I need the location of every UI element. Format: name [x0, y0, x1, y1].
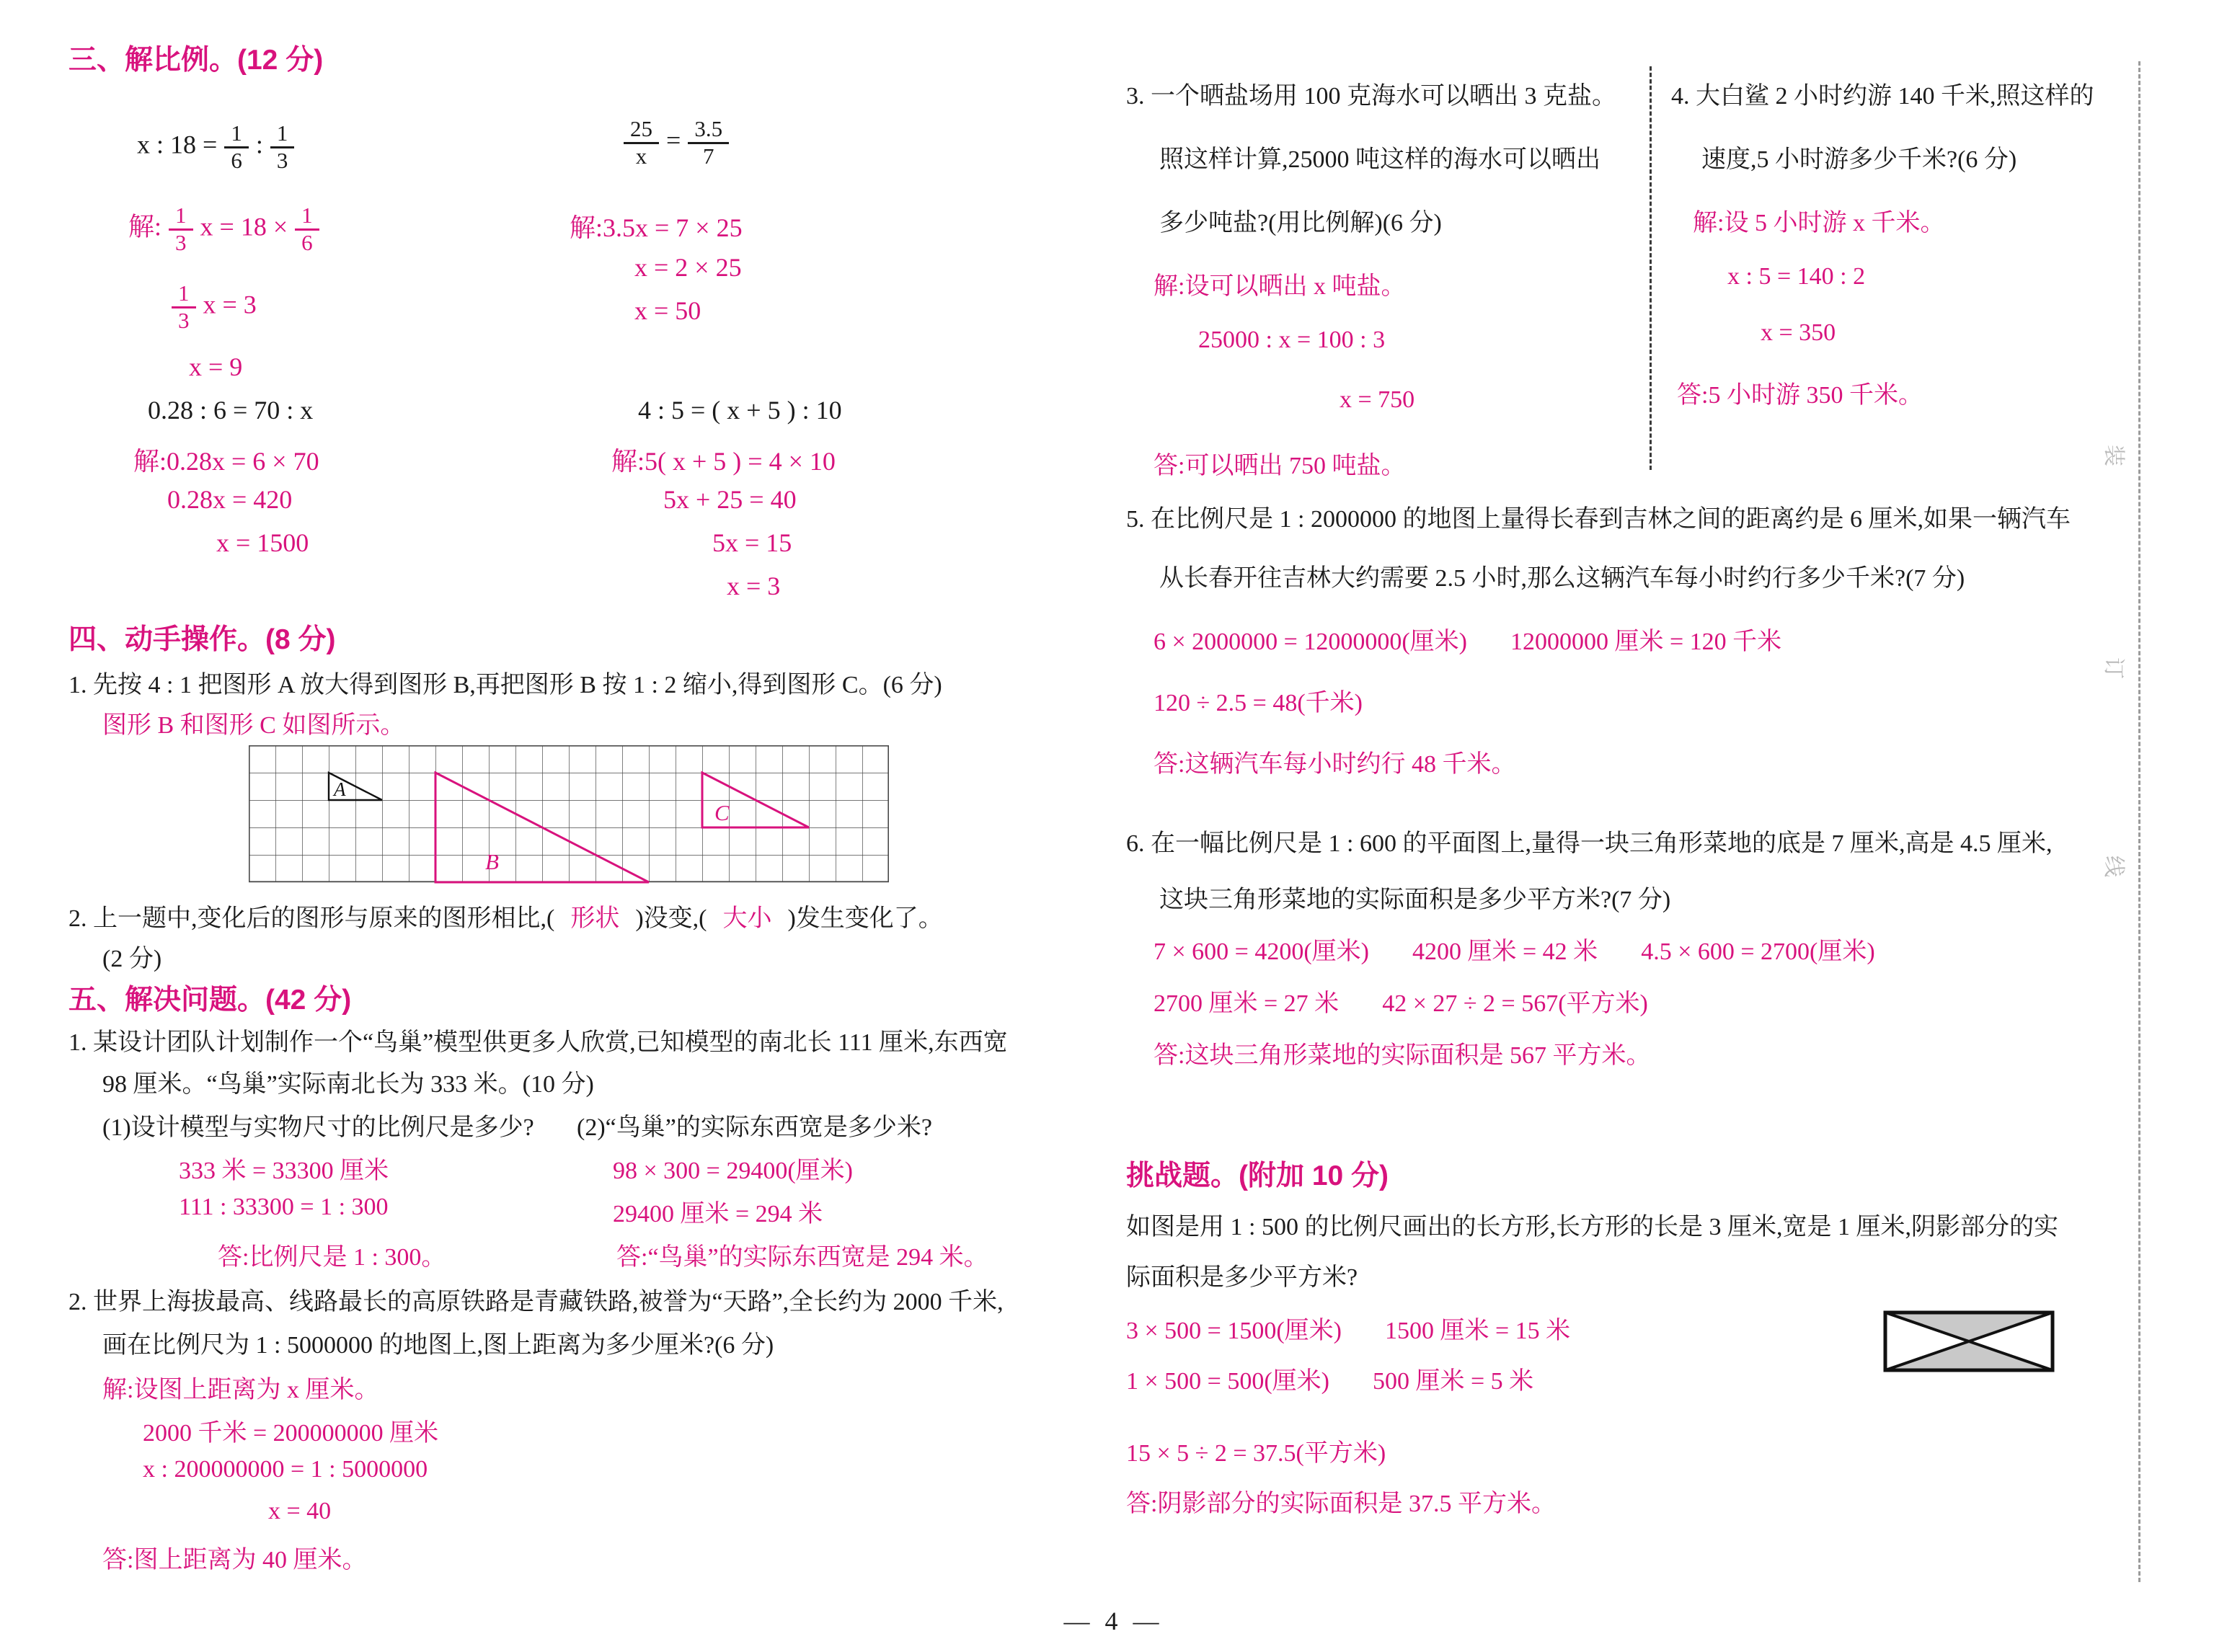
s3-p4-sol-line: 解:5( x + 5 ) = 4 × 10 [611, 447, 836, 476]
section5-title: 五、解决问题。(42 分) [68, 985, 352, 1016]
s5-q2-sol-line: x : 200000000 = 1 : 5000000 [143, 1456, 428, 1483]
s5-q6-sol-part: 7 × 600 = 4200(厘米) [1154, 938, 1369, 965]
challenge-line1: 如图是用 1 : 500 的比例尺画出的长方形,长方形的长是 3 厘米,宽是 1 厘米,阴影部分的实 [1126, 1214, 2058, 1240]
s3-p1-lead: x : 18 = [137, 130, 218, 159]
s5-q4-line2: 速度,5 小时游多少千米?(6 分) [1701, 146, 2017, 173]
binding-line [2138, 61, 2140, 1582]
challenge-line2: 际面积是多少平方米? [1126, 1264, 1358, 1291]
s4-q2-pre: 2. 上一题中,变化后的图形与原来的图形相比,( [68, 905, 555, 932]
challenge-title: 挑战题。(附加 10 分) [1126, 1160, 1389, 1191]
fraction: $\frac{1}{6}$ [295, 203, 319, 255]
s4-q1-text: 1. 先按 4 : 1 把图形 A 放大得到图形 B,再把图形 B 按 1 : 2 缩小,得到图形 C。(6 分) [68, 672, 942, 698]
s4-q2-mid: )没变,( [635, 905, 707, 932]
challenge-sol-line: 15 × 5 ÷ 2 = 37.5(平方米) [1126, 1440, 1386, 1467]
s3-p1-sol1 [128, 203, 327, 255]
s5-q3-sol-line: 解:设可以晒出 x 吨盐。 [1154, 273, 1406, 300]
s5-q2-sol-line: 解:设图上距离为 x 厘米。 [102, 1377, 379, 1403]
challenge-sol-part: 3 × 500 = 1500(厘米) [1126, 1318, 1342, 1344]
s3-p1-problem [137, 121, 301, 173]
challenge-sol-part: 1500 厘米 = 15 米 [1385, 1318, 1571, 1344]
s3-p1-sol1-mid: x = 18 × [200, 212, 288, 241]
shaded-top-triangle [1885, 1313, 2053, 1341]
s5-q1-solleft-line: 答:比例尺是 1 : 300。 [218, 1244, 446, 1271]
s3-p4-sol-line: x = 3 [727, 572, 781, 600]
s4-q2-score: (2 分) [102, 946, 162, 972]
s3-p3-sol-line: x = 1500 [216, 528, 309, 557]
s5-q6-sol-part: 4.5 × 600 = 2700(厘米) [1641, 938, 1875, 965]
s4-q2-blank1: 形状 [570, 905, 620, 932]
s4-q2-text [68, 898, 943, 933]
s3-p1-sol2 [164, 281, 257, 333]
challenge-sol-line: 答:阴影部分的实际面积是 37.5 平方米。 [1126, 1491, 1556, 1517]
fraction: $\frac{25}{x}$ [624, 117, 659, 169]
s4-q2-blank2: 大小 [722, 905, 772, 932]
s5-q1-line2: 98 厘米。“鸟巢”实际南北长为 333 米。(10 分) [102, 1071, 594, 1098]
rectangle-figure [1883, 1310, 2055, 1376]
challenge-sol-line [1126, 1361, 1533, 1396]
s5-q5-sol-part: 12000000 厘米 = 120 千米 [1510, 629, 1782, 655]
triangle-a-label: A [334, 778, 346, 800]
s3-p3-sol-line: 解:0.28x = 6 × 70 [133, 447, 319, 476]
fraction: $\frac{1}{3}$ [169, 203, 193, 255]
s5-q6-line2: 这块三角形菜地的实际面积是多少平方米?(7 分) [1159, 887, 1671, 913]
s5-q5-sol-part: 6 × 2000000 = 12000000(厘米) [1154, 629, 1467, 655]
s5-q4-sol-line: 解:设 5 小时游 x 千米。 [1693, 210, 1945, 236]
triangle-b-label: B [485, 849, 499, 874]
binding-char-ding: 订 [2102, 657, 2125, 679]
s3-p4-sol-line: 5x + 25 = 40 [663, 485, 797, 514]
s4-q1-answer: 图形 B 和图形 C 如图所示。 [102, 712, 405, 739]
s5-q4-sol-line: x : 5 = 140 : 2 [1727, 263, 1866, 290]
s5-q5-line1: 5. 在比例尺是 1 : 2000000 的地图上量得长春到吉林之间的距离约是 6 厘米,如果一辆汽车 [1126, 506, 2071, 533]
s5-q3-line1: 3. 一个晒盐场用 100 克海水可以晒出 3 克盐。 [1126, 83, 1616, 110]
fraction: $\frac{3.5}{7}$ [688, 117, 729, 169]
binding-char-zhuang: 装 [2102, 445, 2125, 466]
s5-q3-sol-line: 答:可以晒出 750 吨盐。 [1154, 453, 1406, 479]
s5-q3-line2: 照这样计算,25000 吨这样的海水可以晒出 [1159, 146, 1600, 173]
s5-q6-sol-part: 42 × 27 ÷ 2 = 567(平方米) [1382, 990, 1648, 1017]
s5-q2-sol-line: 答:图上距离为 40 厘米。 [102, 1547, 367, 1573]
s3-p4-sol-line: 5x = 15 [712, 528, 792, 557]
grid-cells [249, 745, 889, 882]
s5-q4-line1: 4. 大白鲨 2 小时约游 140 千米,照这样的 [1671, 83, 2094, 110]
s3-p2-eq: = [666, 125, 681, 155]
s3-p2-sol-line: 解:3.5x = 7 × 25 [570, 213, 743, 242]
s5-q1-solright-line: 98 × 300 = 29400(厘米) [613, 1158, 853, 1184]
s5-q2-line1: 2. 世界上海拔最高、线路最长的高原铁路是青藏铁路,被誉为“天路”,全长约为 2000 千米, [68, 1289, 1004, 1315]
binding-char-xian: 线 [2102, 856, 2125, 877]
s5-q2-line2: 画在比例尺为 1 : 5000000 的地图上,图上距离为多少厘米?(6 分) [102, 1332, 774, 1359]
s5-q5-line2: 从长春开往吉林大约需要 2.5 小时,那么这辆汽车每小时约行多少千米?(7 分) [1159, 565, 1965, 592]
section4-title: 四、动手操作。(8 分) [68, 624, 336, 655]
s5-q2-sol-line: 2000 千米 = 200000000 厘米 [143, 1420, 439, 1447]
s5-q1-line1: 1. 某设计团队计划制作一个“鸟巢”模型供更多人欣赏,已知模型的南北长 111 厘米,东西宽 [68, 1029, 1008, 1056]
triangle-c-label: C [714, 800, 730, 825]
s5-q5-sol-line: 120 ÷ 2.5 = 48(千米) [1154, 690, 1363, 716]
s5-q6-sol-line: 答:这块三角形菜地的实际面积是 567 平方米。 [1154, 1042, 1651, 1069]
s3-p1-sol3: x = 9 [189, 352, 243, 381]
s5-q1-solright-line: 答:“鸟巢”的实际东西宽是 294 米。 [616, 1244, 988, 1271]
s5-q1-solright-line: 29400 厘米 = 294 米 [613, 1201, 823, 1227]
challenge-sol-part: 1 × 500 = 500(厘米) [1126, 1368, 1329, 1395]
rectangle-svg [1883, 1310, 2055, 1372]
s3-p2-sol-line: x = 2 × 25 [634, 253, 742, 282]
s5-q6-sol-line [1154, 931, 1875, 967]
s5-q5-sol-line: 答:这辆汽车每小时约行 48 千米。 [1154, 751, 1516, 778]
s5-q4-sol-line: 答:5 小时游 350 千米。 [1677, 382, 1923, 409]
s3-p3-problem: 0.28 : 6 = 70 : x [148, 396, 314, 425]
s5-q1-sub1: (1)设计模型与实物尺寸的比例尺是多少? [102, 1114, 534, 1141]
s3-p2-sol-line: x = 50 [634, 296, 701, 325]
challenge-sol-part: 500 厘米 = 5 米 [1373, 1368, 1534, 1395]
s3-p1-colon: : [255, 130, 263, 159]
q3-q4-divider [1650, 66, 1652, 470]
section3-title: 三、解比例。(12 分) [68, 45, 324, 76]
s3-p3-sol-line: 0.28x = 420 [167, 485, 293, 514]
s5-q1-solleft-line: 111 : 33300 = 1 : 300 [179, 1194, 389, 1220]
s4-q2-post: )发生变化了。 [787, 905, 943, 932]
fraction: $\frac{1}{3}$ [172, 281, 196, 333]
s5-q3-sol-line: 25000 : x = 100 : 3 [1198, 327, 1386, 353]
s5-q6-sol-part: 4200 厘米 = 42 米 [1412, 938, 1598, 965]
shaded-bottom-triangle [1885, 1341, 2053, 1370]
challenge-sol-line [1126, 1310, 1570, 1346]
s5-q4-sol-line: x = 350 [1761, 319, 1836, 346]
jie-label: 解: [128, 212, 162, 241]
s3-p4-problem: 4 : 5 = ( x + 5 ) : 10 [638, 396, 842, 425]
s5-q6-line1: 6. 在一幅比例尺是 1 : 600 的平面图上,量得一块三角形菜地的底是 7 厘米,高是 4.5 厘米, [1126, 830, 2053, 857]
s5-q6-sol-part: 2700 厘米 = 27 米 [1154, 990, 1340, 1017]
s5-q1-sub2: (2)“鸟巢”的实际东西宽是多少米? [577, 1114, 932, 1141]
s5-q3-sol-line: x = 750 [1340, 386, 1415, 413]
s5-q1-solleft-line: 333 米 = 33300 厘米 [179, 1158, 389, 1184]
s3-p1-sol2-mid: x = 3 [203, 290, 257, 319]
s5-q3-line3: 多少吨盐?(用比例解)(6 分) [1159, 210, 1442, 236]
page-number: — 4 — [1063, 1607, 1164, 1635]
fraction: $\frac{1}{6}$ [224, 121, 249, 173]
grid-figure [249, 745, 889, 887]
s5-q6-sol-line [1154, 983, 1648, 1018]
fraction: $\frac{1}{3}$ [270, 121, 295, 173]
grid-svg [249, 745, 889, 884]
s3-p2-problem [616, 117, 736, 169]
s5-q5-sol-line [1154, 621, 1781, 657]
s5-q2-sol-line: x = 40 [268, 1498, 332, 1524]
